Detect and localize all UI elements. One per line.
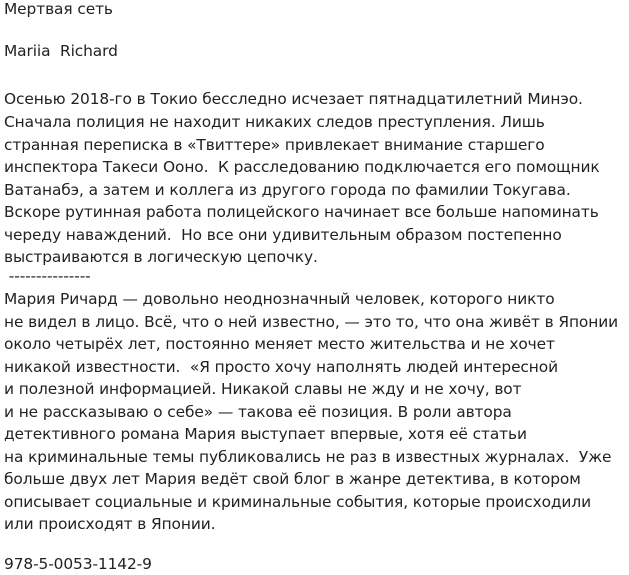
synopsis-line: странная переписка в «Твиттере» привлекает внимание старшего [4,136,545,154]
author-bio-line: больше двух лет Мария ведёт свой блог в жанре детектива, в котором [4,470,581,488]
author-bio-line: никакой известности. «Я просто хочу наполнять людей интересной [4,358,558,376]
author-bio-line: Мария Ричард — довольно неоднозначный человек, которого никто [4,290,555,308]
synopsis-line: Осенью 2018-го в Токио бесследно исчезает пятнадцатилетний Минэо. [4,90,583,108]
synopsis-line: инспектора Такеси Ооно. К расследованию подключается его помощник [4,158,600,176]
author-bio-line: на криминальные темы публиковались не раз в известных журналах. Уже [4,448,612,466]
section-separator: --------------- [4,267,91,285]
author-bio-line: описывает социальные и криминальные события, которые происходили [4,493,591,511]
book-title: Мертвая сеть [4,0,113,18]
synopsis-line: Вскоре рутинная работа полицейского начинает все больше напоминать [4,203,599,221]
synopsis-line: череду наваждений. Но все они удивительным образом постепенно [4,226,562,244]
author-bio-line: или происходят в Японии. [4,515,216,533]
author-bio-line: не видел в лицо. Всё, что о ней известно, — это то, что она живёт в Японии [4,313,619,331]
synopsis-line: выстраиваются в логическую цепочку. [4,248,318,266]
synopsis-line: Ватанабэ, а затем и коллега из другого города по фамилии Токугава. [4,181,571,199]
author-bio-line: детективного романа Мария выступает впервые, хотя её статьи [4,425,527,443]
author-bio-line: и полезной информацией. Никакой славы не жду и не хочу, вот [4,380,522,398]
author-bio-line: около четырёх лет, постоянно меняет место жительства и не хочет [4,335,555,353]
synopsis-line: Сначала полиция не находит никаких следов преступления. Лишь [4,113,545,131]
author-name: Mariia Richard [4,42,118,60]
isbn: 978-5-0053-1142-9 [4,555,152,573]
author-bio-line: и не рассказываю о себе» — такова её позиция. В роли автора [4,403,512,421]
